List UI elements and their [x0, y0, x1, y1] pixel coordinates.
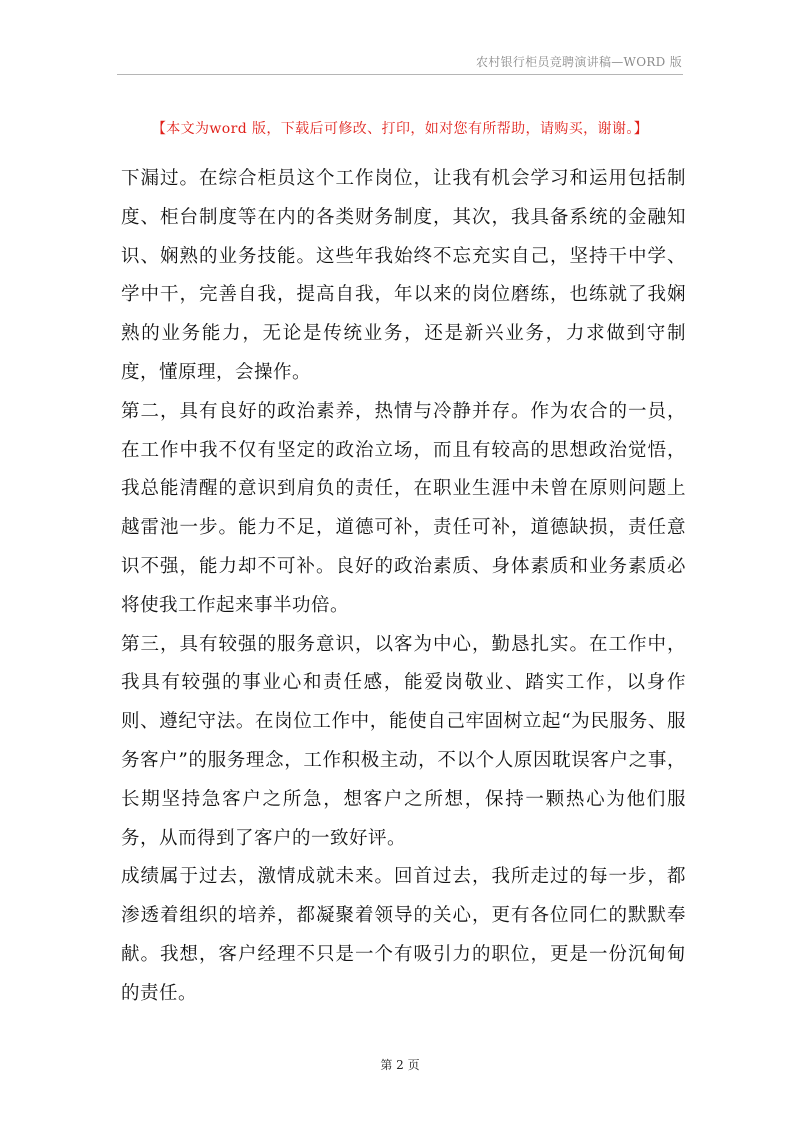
download-notice: 【本文为word 版，下载后可修改、打印，如对您有所帮助，请购买，谢谢。】 [151, 121, 649, 137]
paragraph: 下漏过。在综合柜员这个工作岗位，让我有机会学习和运用包括制度、柜台制度等在内的各类财务制度，其次，我具备系统的金融知识、娴熟的业务技能。这些年我始终不忘充实自己，坚持干中学、学中干，完善自我，提高自我，年以来的岗位磨练，也练就了我娴熟的业务能力，无论是传统业务，还是新兴业务，力求做到守制度，懂原理，会操作。 [121, 168, 686, 383]
document-header-title: 农村银行柜员竞聘演讲稿—WORD 版 [475, 55, 682, 69]
header-divider [117, 74, 683, 75]
paragraph: 第二，具有良好的政治素养，热情与冷静并存。作为农合的一员，在工作中我不仅有坚定的政治立场，而且有较高的思想政治觉悟，我总能清醒的意识到肩负的责任，在职业生涯中未曾在原则问题上越雷池一步。能力不足，道德可补，责任可补，道德缺损，责任意识不强，能力却不可补。良好的政治素质、身体素质和业务素质必将使我工作起来事半功倍。 [121, 400, 686, 616]
paragraph: 第三，具有较强的服务意识，以客为中心，勤恳扎实。在工作中，我具有较强的事业心和责任感，能爱岗敬业、踏实工作，以身作则、遵纪守法。在岗位工作中，能使自己牢固树立起“为民服务、服务客户”的服务理念，工作积极主动，不以个人原因耽误客户之事，长期坚持急客户之所急，想客户之所想，保持一颗热心为他们服务，从而得到了客户的一致好评。 [121, 633, 686, 849]
page-number: 第 2 页 [380, 1058, 420, 1072]
document-body [121, 160, 686, 1014]
paragraph: 成绩属于过去，激情成就未来。回首过去，我所走过的每一步，都渗透着组织的培养，都凝聚着领导的关心，更有各位同仁的默默奉献。我想，客户经理不只是一个有吸引力的职位，更是一份沉甸甸的责任。 [121, 866, 686, 1004]
